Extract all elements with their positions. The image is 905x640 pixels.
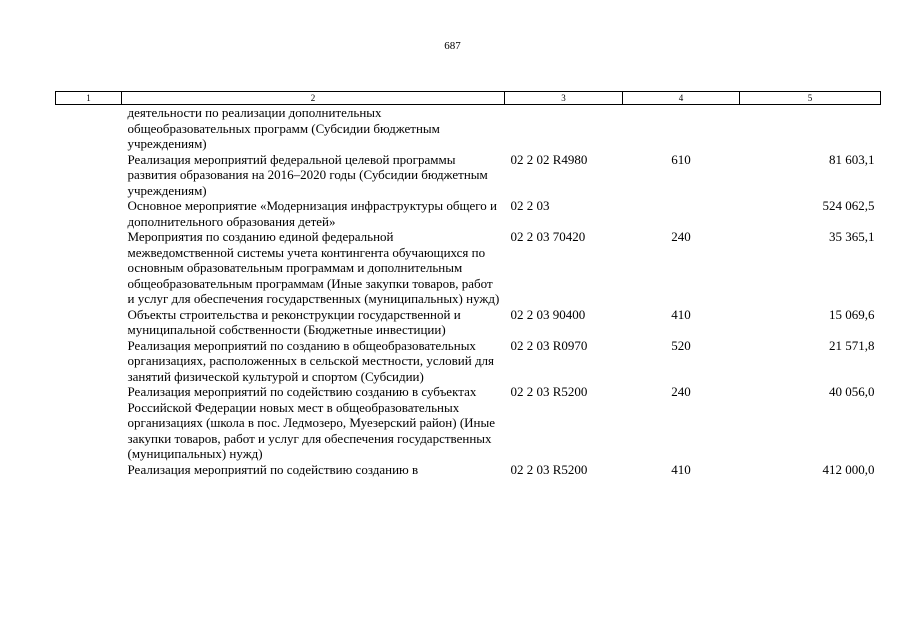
item-name: Реализация мероприятий по содействию созданию в [127,461,419,477]
item-expense-type: 410 [671,461,691,477]
table-row [56,105,881,152]
item-code: 02 2 03 R5200 [510,384,588,399]
item-expense-type: 520 [671,337,691,353]
item-name: Основное мероприятие «Модернизация инфраструктуры общего и дополнительного образования детей» [127,198,497,229]
item-amount: 15 069,6 [829,306,875,322]
item-name: Реализация мероприятий федеральной целевой программы развития образования на 2016–2020 годы (Субсидии бюджетным учреждениям) [127,151,488,198]
item-code: 02 2 03 R0970 [510,337,588,353]
column-number-5: 5 [740,92,881,105]
column-number-1: 1 [56,92,122,105]
item-name: Реализация мероприятий по созданию в общеобразовательных организациях, расположенных в сельской местности, условий для занятий физической культурой и спортом (Субсидии) [127,337,495,384]
item-amount: 81 603,1 [829,151,875,167]
column-number-3: 3 [505,92,623,105]
item-amount [740,105,881,152]
item-expense-type [623,198,740,229]
table-row [56,307,881,338]
item-name: деятельности по реализации дополнительных общеобразовательных программ (Субсидии бюджетным учреждениям) [127,105,440,151]
item-amount: 21 571,8 [829,337,875,353]
budget-table-container [55,91,880,477]
table-row [56,229,881,307]
item-code: 02 2 02 R4980 [510,151,588,167]
item-expense-type: 240 [671,384,691,399]
item-expense-type: 610 [671,151,691,167]
item-amount: 524 062,5 [822,198,875,213]
item-name: Реализация мероприятий по содействию созданию в субъектах Российской Федерации новых мест в общеобразовательных организациях (школа в пос. Ледмозеро, Муезерский район) (Иные закупки товаров, работ и услуг для обеспечения государственных (муниципальных) нужд) [127,384,495,461]
row-index-cell [56,152,122,199]
row-index-cell [56,307,122,338]
item-name: Мероприятия по созданию единой федеральной межведомственной системы учета контингента обучающихся по основным образовательным программам и дополнительным общеобразовательным программам (Иные закупки товаров, работ и услуг для обеспечения государственных (муниципальных) нужд) [127,229,500,306]
column-number-4: 4 [623,92,740,105]
column-number-2: 2 [122,92,505,105]
item-amount: 40 056,0 [829,384,875,399]
item-code: 02 2 03 90400 [510,306,586,322]
row-index-cell [56,229,122,307]
item-expense-type: 240 [671,229,691,244]
table-row [56,384,881,462]
row-index-cell [56,338,122,385]
row-index-cell [56,105,122,152]
row-index-cell [56,384,122,462]
table-row [56,198,881,229]
item-code: 02 2 03 [510,198,550,213]
item-amount: 412 000,0 [822,461,875,477]
item-expense-type [623,105,740,152]
page-number: 687 [444,40,461,52]
item-code: 02 2 03 70420 [510,229,586,244]
table-row [56,338,881,385]
column-number-header-row [56,92,881,105]
item-code [505,105,623,152]
table-row [56,462,881,478]
item-amount: 35 365,1 [829,229,875,244]
table-row [56,152,881,199]
budget-table [55,91,881,477]
item-code: 02 2 03 R5200 [510,461,588,477]
item-name: Объекты строительства и реконструкции государственной и муниципальной собственности (Бюджетные инвестиции) [127,306,461,337]
row-index-cell [56,462,122,478]
row-index-cell [56,198,122,229]
item-expense-type: 410 [671,306,691,322]
